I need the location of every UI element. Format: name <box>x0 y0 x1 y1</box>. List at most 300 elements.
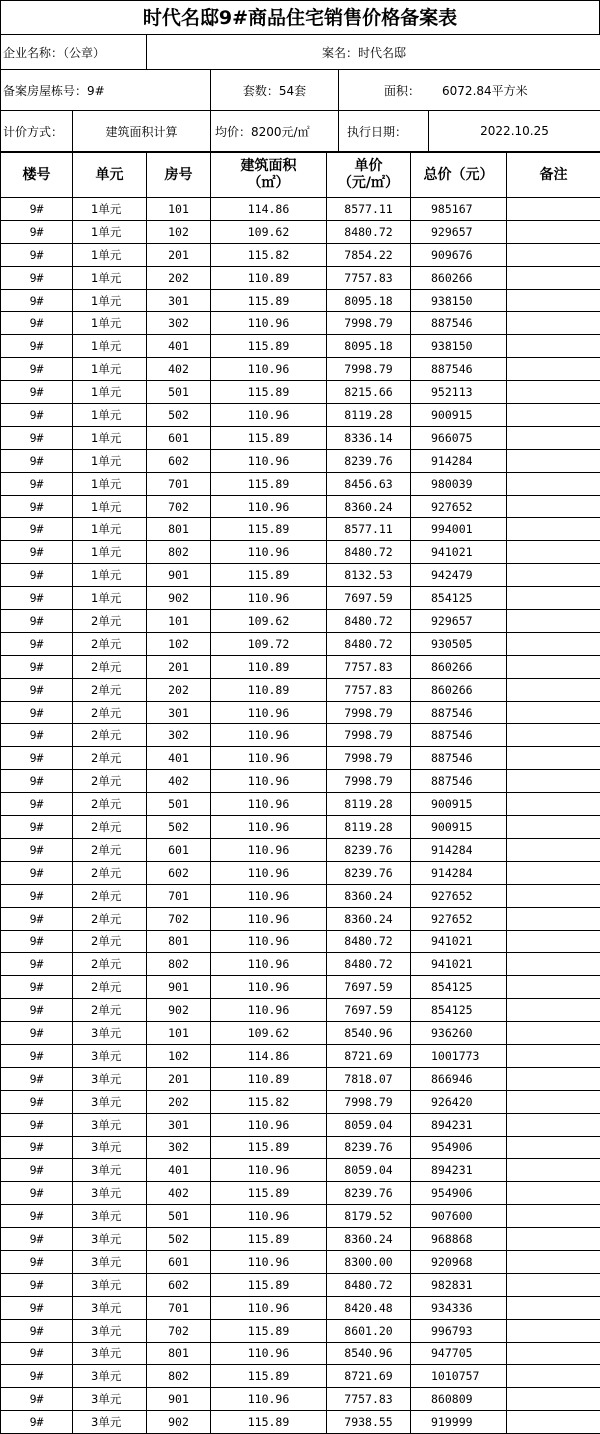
building-label: 备案房屋栋号：9# <box>1 70 211 111</box>
cell-note <box>507 953 600 976</box>
cell-room: 101 <box>147 198 211 221</box>
table-row <box>1 1319 600 1342</box>
cell-total-price: 982831 <box>411 1273 507 1296</box>
cell-total-price: 894231 <box>411 1159 507 1182</box>
cell-unit-price: 7998.79 <box>327 1090 411 1113</box>
cell-unit-price: 8480.72 <box>327 1273 411 1296</box>
cell-total-price: 914284 <box>411 838 507 861</box>
cell-unit-price: 8119.28 <box>327 404 411 427</box>
cell-unit-price: 8480.72 <box>327 610 411 633</box>
info-table <box>0 34 600 152</box>
cell-building: 9# <box>1 266 73 289</box>
cell-unit: 2单元 <box>73 678 147 701</box>
project-label: 案名：时代名邸 <box>147 35 600 70</box>
cell-room: 102 <box>147 632 211 655</box>
header-area <box>211 153 327 198</box>
cell-note <box>507 1136 600 1159</box>
cell-total-price: 947705 <box>411 1342 507 1365</box>
cell-total-price: 954906 <box>411 1182 507 1205</box>
cell-unit: 1单元 <box>73 449 147 472</box>
cell-building: 9# <box>1 335 73 358</box>
cell-area: 115.89 <box>211 289 327 312</box>
cell-room: 402 <box>147 358 211 381</box>
cell-total-price: 934336 <box>411 1296 507 1319</box>
cell-room: 502 <box>147 816 211 839</box>
table-row <box>1 426 600 449</box>
cell-note <box>507 243 600 266</box>
cell-room: 201 <box>147 1067 211 1090</box>
cell-room: 101 <box>147 1022 211 1045</box>
cell-note <box>507 289 600 312</box>
cell-room: 301 <box>147 701 211 724</box>
cell-unit: 1单元 <box>73 518 147 541</box>
cell-unit-price: 8540.96 <box>327 1342 411 1365</box>
cell-area: 110.96 <box>211 1388 327 1411</box>
cell-unit: 1单元 <box>73 404 147 427</box>
cell-total-price: 929657 <box>411 220 507 243</box>
cell-building: 9# <box>1 404 73 427</box>
table-row <box>1 1388 600 1411</box>
cell-note <box>507 564 600 587</box>
cell-unit-price: 8336.14 <box>327 426 411 449</box>
cell-note <box>507 1182 600 1205</box>
cell-total-price: 1001773 <box>411 1044 507 1067</box>
cell-total-price: 914284 <box>411 861 507 884</box>
cell-room: 601 <box>147 1250 211 1273</box>
table-row <box>1 816 600 839</box>
cell-room: 802 <box>147 1365 211 1388</box>
pricing-label: 计价方式： <box>1 111 73 152</box>
cell-total-price: 936260 <box>411 1022 507 1045</box>
table-row <box>1 541 600 564</box>
table-row <box>1 907 600 930</box>
table-row <box>1 838 600 861</box>
cell-total-price: 860266 <box>411 266 507 289</box>
cell-room: 401 <box>147 335 211 358</box>
cell-unit: 2单元 <box>73 816 147 839</box>
cell-note <box>507 358 600 381</box>
cell-area: 110.96 <box>211 907 327 930</box>
cell-note <box>507 1411 600 1434</box>
table-row <box>1 1159 600 1182</box>
cell-building: 9# <box>1 610 73 633</box>
cell-unit-price: 7998.79 <box>327 312 411 335</box>
table-row <box>1 1273 600 1296</box>
cell-unit-price: 7998.79 <box>327 358 411 381</box>
cell-building: 9# <box>1 1342 73 1365</box>
cell-building: 9# <box>1 701 73 724</box>
cell-room: 401 <box>147 1159 211 1182</box>
cell-unit-price: 7854.22 <box>327 243 411 266</box>
cell-unit: 2单元 <box>73 884 147 907</box>
cell-note <box>507 655 600 678</box>
cell-unit: 2单元 <box>73 770 147 793</box>
average-price: 均价：8200元/㎡ <box>211 111 339 152</box>
table-row <box>1 335 600 358</box>
cell-total-price: 968868 <box>411 1228 507 1251</box>
cell-unit-price: 8179.52 <box>327 1205 411 1228</box>
cell-area: 115.89 <box>211 1182 327 1205</box>
cell-total-price: 854125 <box>411 976 507 999</box>
cell-unit: 2单元 <box>73 838 147 861</box>
cell-room: 501 <box>147 793 211 816</box>
cell-note <box>507 1044 600 1067</box>
area-value: 6072.84平方米 <box>442 84 528 98</box>
cell-room: 402 <box>147 770 211 793</box>
cell-unit: 3单元 <box>73 1228 147 1251</box>
cell-total-price: 900915 <box>411 404 507 427</box>
cell-unit: 1单元 <box>73 426 147 449</box>
cell-area: 110.96 <box>211 816 327 839</box>
table-row <box>1 747 600 770</box>
cell-unit-price: 8456.63 <box>327 472 411 495</box>
cell-unit: 3单元 <box>73 1022 147 1045</box>
cell-unit-price: 8540.96 <box>327 1022 411 1045</box>
cell-unit-price: 7697.59 <box>327 976 411 999</box>
cell-building: 9# <box>1 1250 73 1273</box>
price-table <box>0 152 600 1434</box>
cell-building: 9# <box>1 1022 73 1045</box>
cell-unit: 3单元 <box>73 1342 147 1365</box>
cell-area: 115.89 <box>211 381 327 404</box>
cell-building: 9# <box>1 381 73 404</box>
cell-unit: 2单元 <box>73 724 147 747</box>
cell-unit-price: 8360.24 <box>327 495 411 518</box>
cell-total-price: 854125 <box>411 999 507 1022</box>
cell-unit: 2单元 <box>73 610 147 633</box>
cell-total-price: 952113 <box>411 381 507 404</box>
cell-unit: 1单元 <box>73 220 147 243</box>
cell-total-price: 938150 <box>411 335 507 358</box>
cell-area: 109.72 <box>211 632 327 655</box>
cell-area: 110.89 <box>211 1067 327 1090</box>
cell-building: 9# <box>1 1365 73 1388</box>
cell-unit: 1单元 <box>73 289 147 312</box>
header-row <box>1 153 600 198</box>
header-building: 楼号 <box>1 153 73 198</box>
cell-note <box>507 701 600 724</box>
cell-note <box>507 426 600 449</box>
cell-unit: 1单元 <box>73 495 147 518</box>
pricing-value: 建筑面积计算 <box>73 111 211 152</box>
cell-total-price: 919999 <box>411 1411 507 1434</box>
cell-note <box>507 266 600 289</box>
exec-date: 2022.10.25 <box>429 111 600 152</box>
cell-building: 9# <box>1 678 73 701</box>
cell-total-price: 927652 <box>411 495 507 518</box>
cell-total-price: 866946 <box>411 1067 507 1090</box>
cell-building: 9# <box>1 312 73 335</box>
table-row <box>1 495 600 518</box>
cell-room: 501 <box>147 1205 211 1228</box>
header-note: 备注 <box>507 153 600 198</box>
cell-area: 114.86 <box>211 1044 327 1067</box>
cell-area: 110.96 <box>211 1342 327 1365</box>
cell-total-price: 887546 <box>411 701 507 724</box>
cell-area: 115.89 <box>211 1136 327 1159</box>
cell-total-price: 927652 <box>411 884 507 907</box>
cell-area: 110.96 <box>211 1113 327 1136</box>
cell-area: 110.96 <box>211 312 327 335</box>
table-row <box>1 655 600 678</box>
cell-area: 110.96 <box>211 1205 327 1228</box>
cell-unit-price: 8601.20 <box>327 1319 411 1342</box>
cell-area: 110.89 <box>211 655 327 678</box>
cell-unit: 1单元 <box>73 243 147 266</box>
table-row <box>1 724 600 747</box>
cell-unit: 1单元 <box>73 335 147 358</box>
header-price-line1: 单价 <box>327 158 410 175</box>
cell-building: 9# <box>1 1388 73 1411</box>
cell-room: 102 <box>147 1044 211 1067</box>
cell-note <box>507 1319 600 1342</box>
cell-total-price: 894231 <box>411 1113 507 1136</box>
cell-total-price: 929657 <box>411 610 507 633</box>
cell-unit: 2单元 <box>73 793 147 816</box>
cell-area: 110.96 <box>211 587 327 610</box>
cell-note <box>507 404 600 427</box>
cell-total-price: 854125 <box>411 587 507 610</box>
cell-room: 101 <box>147 610 211 633</box>
exec-date-label: 执行日期： <box>339 111 429 152</box>
cell-room: 601 <box>147 838 211 861</box>
table-row <box>1 381 600 404</box>
cell-area: 115.89 <box>211 1228 327 1251</box>
cell-total-price: 909676 <box>411 243 507 266</box>
cell-unit: 3单元 <box>73 1273 147 1296</box>
cell-building: 9# <box>1 1067 73 1090</box>
cell-building: 9# <box>1 1136 73 1159</box>
cell-area: 110.96 <box>211 541 327 564</box>
cell-note <box>507 1273 600 1296</box>
cell-unit-price: 7757.83 <box>327 1388 411 1411</box>
cell-note <box>507 335 600 358</box>
cell-room: 302 <box>147 1136 211 1159</box>
cell-unit-price: 8360.24 <box>327 1228 411 1251</box>
cell-building: 9# <box>1 358 73 381</box>
cell-unit: 3单元 <box>73 1205 147 1228</box>
cell-room: 902 <box>147 1411 211 1434</box>
table-row <box>1 1228 600 1251</box>
cell-unit: 1单元 <box>73 266 147 289</box>
cell-area: 110.96 <box>211 495 327 518</box>
cell-unit-price: 8239.76 <box>327 1136 411 1159</box>
cell-unit-price: 7938.55 <box>327 1411 411 1434</box>
cell-room: 701 <box>147 884 211 907</box>
table-row <box>1 930 600 953</box>
cell-unit-price: 8119.28 <box>327 793 411 816</box>
cell-area: 110.96 <box>211 861 327 884</box>
cell-unit: 1单元 <box>73 358 147 381</box>
cell-unit-price: 7998.79 <box>327 747 411 770</box>
header-price-line2: （元/㎡） <box>327 175 410 192</box>
cell-building: 9# <box>1 724 73 747</box>
cell-building: 9# <box>1 518 73 541</box>
cell-room: 202 <box>147 266 211 289</box>
cell-unit-price: 8480.72 <box>327 220 411 243</box>
cell-unit-price: 7757.83 <box>327 678 411 701</box>
cell-building: 9# <box>1 587 73 610</box>
table-row <box>1 449 600 472</box>
cell-unit-price: 7697.59 <box>327 587 411 610</box>
cell-total-price: 914284 <box>411 449 507 472</box>
cell-building: 9# <box>1 1205 73 1228</box>
cell-area: 110.96 <box>211 999 327 1022</box>
cell-unit-price: 8239.76 <box>327 861 411 884</box>
cell-total-price: 941021 <box>411 953 507 976</box>
cell-room: 801 <box>147 518 211 541</box>
cell-area: 110.89 <box>211 266 327 289</box>
cell-room: 801 <box>147 930 211 953</box>
table-row <box>1 518 600 541</box>
cell-unit-price: 8215.66 <box>327 381 411 404</box>
cell-area: 115.89 <box>211 1411 327 1434</box>
cell-unit: 3单元 <box>73 1411 147 1434</box>
cell-note <box>507 381 600 404</box>
cell-area: 110.96 <box>211 838 327 861</box>
cell-building: 9# <box>1 1228 73 1251</box>
cell-unit: 2单元 <box>73 861 147 884</box>
table-row <box>1 1067 600 1090</box>
table-row <box>1 1022 600 1045</box>
cell-area: 110.96 <box>211 724 327 747</box>
cell-room: 401 <box>147 747 211 770</box>
cell-building: 9# <box>1 1319 73 1342</box>
cell-building: 9# <box>1 884 73 907</box>
cell-area: 110.96 <box>211 1250 327 1273</box>
cell-unit: 2单元 <box>73 976 147 999</box>
cell-total-price: 860266 <box>411 678 507 701</box>
cell-room: 901 <box>147 1388 211 1411</box>
cell-building: 9# <box>1 976 73 999</box>
cell-unit: 3单元 <box>73 1159 147 1182</box>
cell-unit-price: 8095.18 <box>327 335 411 358</box>
cell-note <box>507 449 600 472</box>
cell-total-price: 996793 <box>411 1319 507 1342</box>
cell-building: 9# <box>1 472 73 495</box>
cell-building: 9# <box>1 1296 73 1319</box>
cell-note <box>507 770 600 793</box>
table-row <box>1 1411 600 1434</box>
cell-unit: 2单元 <box>73 953 147 976</box>
cell-building: 9# <box>1 816 73 839</box>
cell-building: 9# <box>1 495 73 518</box>
cell-note <box>507 1365 600 1388</box>
cell-unit: 3单元 <box>73 1250 147 1273</box>
header-unit: 单元 <box>73 153 147 198</box>
cell-building: 9# <box>1 243 73 266</box>
cell-building: 9# <box>1 953 73 976</box>
cell-unit-price: 8480.72 <box>327 930 411 953</box>
cell-note <box>507 632 600 655</box>
cell-unit-price: 7757.83 <box>327 655 411 678</box>
table-row <box>1 1205 600 1228</box>
cell-room: 502 <box>147 1228 211 1251</box>
cell-total-price: 938150 <box>411 289 507 312</box>
cell-room: 702 <box>147 907 211 930</box>
sheet-title: 时代名邸9#商品住宅销售价格备案表 <box>0 0 600 34</box>
cell-room: 502 <box>147 404 211 427</box>
cell-room: 602 <box>147 1273 211 1296</box>
cell-note <box>507 1113 600 1136</box>
cell-area: 110.96 <box>211 701 327 724</box>
cell-note <box>507 793 600 816</box>
cell-total-price: 994001 <box>411 518 507 541</box>
cell-area: 110.89 <box>211 678 327 701</box>
cell-note <box>507 495 600 518</box>
table-row <box>1 1365 600 1388</box>
cell-unit-price: 8480.72 <box>327 953 411 976</box>
table-row <box>1 1090 600 1113</box>
cell-unit: 3单元 <box>73 1136 147 1159</box>
cell-area: 115.89 <box>211 472 327 495</box>
cell-area: 115.82 <box>211 243 327 266</box>
cell-note <box>507 816 600 839</box>
cell-unit-price: 7697.59 <box>327 999 411 1022</box>
cell-note <box>507 1090 600 1113</box>
cell-note <box>507 587 600 610</box>
cell-total-price: 966075 <box>411 426 507 449</box>
cell-room: 301 <box>147 1113 211 1136</box>
cell-room: 601 <box>147 426 211 449</box>
cell-area: 115.89 <box>211 518 327 541</box>
cell-building: 9# <box>1 1090 73 1113</box>
cell-unit: 3单元 <box>73 1296 147 1319</box>
table-row <box>1 793 600 816</box>
cell-total-price: 860266 <box>411 655 507 678</box>
cell-room: 702 <box>147 1319 211 1342</box>
header-area-line2: （㎡） <box>211 175 326 192</box>
cell-unit: 3单元 <box>73 1319 147 1342</box>
cell-area: 110.96 <box>211 793 327 816</box>
cell-unit: 2单元 <box>73 655 147 678</box>
cell-building: 9# <box>1 1044 73 1067</box>
cell-room: 801 <box>147 1342 211 1365</box>
cell-unit-price: 8300.00 <box>327 1250 411 1273</box>
cell-total-price: 920968 <box>411 1250 507 1273</box>
table-row <box>1 999 600 1022</box>
cell-unit-price: 8420.48 <box>327 1296 411 1319</box>
cell-note <box>507 198 600 221</box>
cell-unit: 1单元 <box>73 381 147 404</box>
cell-total-price: 926420 <box>411 1090 507 1113</box>
table-row <box>1 976 600 999</box>
cell-total-price: 942479 <box>411 564 507 587</box>
table-row <box>1 243 600 266</box>
cell-unit: 1单元 <box>73 312 147 335</box>
cell-unit-price: 8577.11 <box>327 518 411 541</box>
cell-note <box>507 724 600 747</box>
cell-unit-price: 8239.76 <box>327 1182 411 1205</box>
cell-unit: 1单元 <box>73 541 147 564</box>
cell-note <box>507 1342 600 1365</box>
cell-total-price: 887546 <box>411 724 507 747</box>
table-body <box>1 198 600 1434</box>
table-row <box>1 1296 600 1319</box>
cell-unit-price: 8059.04 <box>327 1113 411 1136</box>
cell-unit-price: 7998.79 <box>327 724 411 747</box>
table-row <box>1 1250 600 1273</box>
cell-area: 110.96 <box>211 976 327 999</box>
cell-room: 102 <box>147 220 211 243</box>
cell-unit-price: 8360.24 <box>327 907 411 930</box>
table-row <box>1 1136 600 1159</box>
cell-unit: 3单元 <box>73 1090 147 1113</box>
cell-total-price: 980039 <box>411 472 507 495</box>
cell-total-price: 941021 <box>411 930 507 953</box>
cell-unit-price: 8721.69 <box>327 1365 411 1388</box>
cell-note <box>507 999 600 1022</box>
